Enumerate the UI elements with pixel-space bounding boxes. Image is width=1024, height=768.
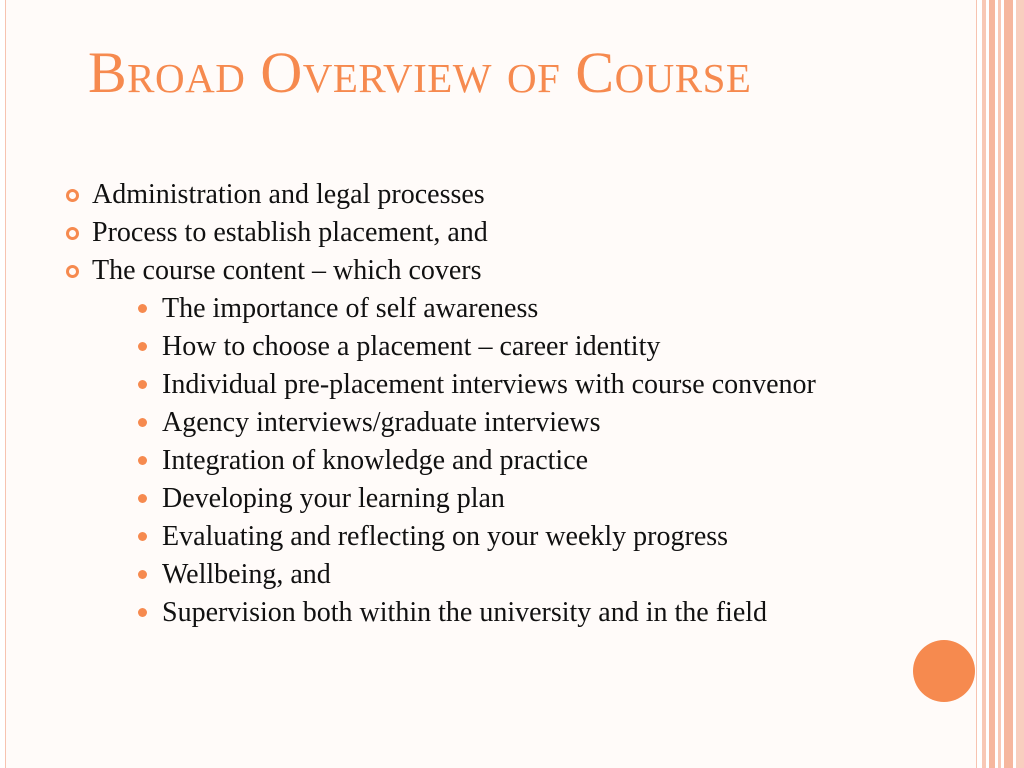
sub-list-item <box>120 294 904 323</box>
dot-bullet-icon <box>138 418 147 427</box>
sub-bullet-text: Individual pre-placement interviews with course convenor <box>162 369 816 400</box>
ring-bullet-icon <box>66 227 79 240</box>
sub-bullet-text: Integration of knowledge and practice <box>162 445 589 476</box>
sub-list-item <box>120 484 904 513</box>
dot-bullet-icon <box>138 608 147 617</box>
sub-list-item <box>120 560 904 589</box>
slide-body <box>64 179 904 636</box>
decorative-stripe <box>1004 0 1013 768</box>
bullet-text: Process to establish placement, and <box>92 217 488 248</box>
bullet-list <box>64 179 904 627</box>
decorative-stripe <box>1016 0 1024 768</box>
sub-list-item <box>120 522 904 551</box>
sub-list-item <box>120 370 904 399</box>
sub-bullet-text: Evaluating and reflecting on your weekly progress <box>162 521 729 552</box>
sub-bullet-text: Agency interviews/graduate interviews <box>162 407 601 438</box>
dot-bullet-icon <box>138 532 147 541</box>
sub-bullet-text: Wellbeing, and <box>162 559 331 590</box>
decorative-stripe <box>982 0 986 768</box>
ring-bullet-icon <box>66 265 79 278</box>
decorative-stripe <box>998 0 1001 768</box>
dot-bullet-icon <box>138 342 147 351</box>
list-item <box>64 217 904 248</box>
slide-title: Broad Overview of Course <box>88 40 752 105</box>
dot-bullet-icon <box>138 494 147 503</box>
decorative-stripe <box>989 0 995 768</box>
sub-list-item <box>120 408 904 437</box>
sub-bullet-text: The importance of self awareness <box>162 293 539 324</box>
dot-bullet-icon <box>138 304 147 313</box>
list-item <box>64 255 904 627</box>
bullet-text: The course content – which covers <box>92 255 482 286</box>
sub-bullet-text: Supervision both within the university and in the field <box>162 597 768 628</box>
sub-list-item <box>120 332 904 361</box>
list-item <box>64 179 904 210</box>
sub-bullet-text: How to choose a placement – career identity <box>162 331 661 362</box>
sub-bullet-list <box>92 294 904 627</box>
ring-bullet-icon <box>66 189 79 202</box>
sub-bullet-text: Developing your learning plan <box>162 483 505 514</box>
decorative-circle <box>913 640 975 702</box>
sub-list-item <box>120 598 904 627</box>
dot-bullet-icon <box>138 456 147 465</box>
sub-list-item <box>120 446 904 475</box>
bullet-text: Administration and legal processes <box>92 179 485 210</box>
dot-bullet-icon <box>138 380 147 389</box>
dot-bullet-icon <box>138 570 147 579</box>
